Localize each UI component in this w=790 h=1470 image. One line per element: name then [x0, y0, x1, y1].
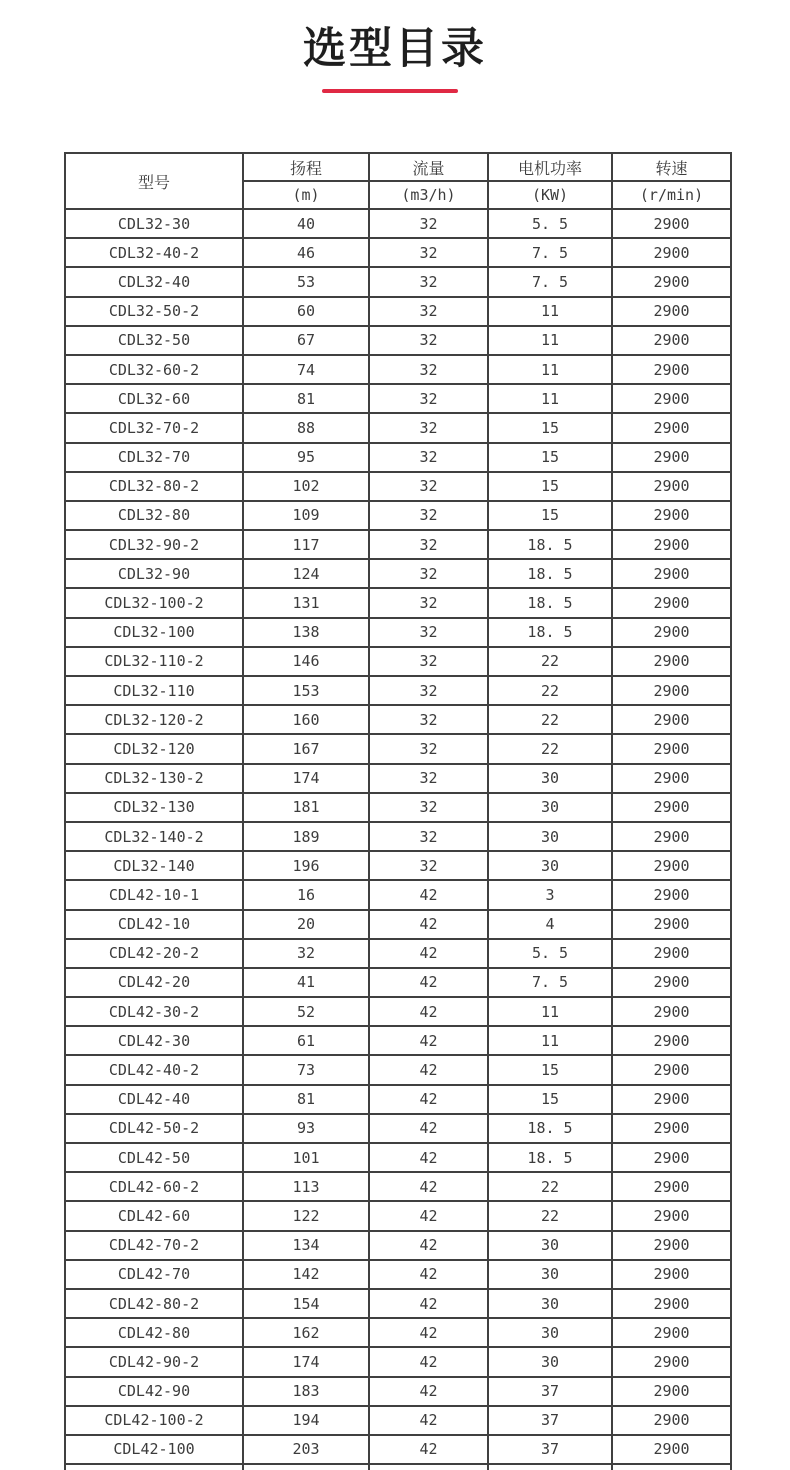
table-row — [65, 997, 731, 1026]
value-cell: 30 — [488, 1318, 612, 1347]
value-cell: 95 — [243, 443, 369, 472]
model-cell: CDL42-90 — [65, 1377, 243, 1406]
value-cell: 109 — [243, 501, 369, 530]
value-cell: 131 — [243, 588, 369, 617]
model-cell: CDL42-50 — [65, 1143, 243, 1172]
table-header — [65, 153, 731, 209]
column-unit-flow: (m3/h) — [369, 181, 488, 209]
value-cell: 67 — [243, 326, 369, 355]
model-cell: CDL42-10 — [65, 910, 243, 939]
model-cell: CDL42-20-2 — [65, 939, 243, 968]
value-cell: 42 — [369, 1231, 488, 1260]
value-cell: 22 — [488, 1172, 612, 1201]
value-cell: 18. 5 — [488, 1143, 612, 1172]
value-cell: 2900 — [612, 1406, 731, 1435]
model-cell: CDL32-110-2 — [65, 647, 243, 676]
model-cell: CDL32-70 — [65, 443, 243, 472]
column-header-model: 型号 — [65, 153, 243, 209]
table-body — [65, 209, 731, 1470]
table-row — [65, 413, 731, 442]
table-row — [65, 676, 731, 705]
value-cell: 2900 — [612, 1026, 731, 1055]
value-cell: 22 — [488, 676, 612, 705]
value-cell: 32 — [369, 851, 488, 880]
value-cell: 18. 5 — [488, 618, 612, 647]
value-cell: 2900 — [612, 1289, 731, 1318]
value-cell: 5. 5 — [488, 939, 612, 968]
table-row — [65, 968, 731, 997]
model-cell: CDL32-100-2 — [65, 588, 243, 617]
model-cell: CDL42-30-2 — [65, 997, 243, 1026]
model-cell: CDL42-100-2 — [65, 1406, 243, 1435]
value-cell: 18. 5 — [488, 1114, 612, 1143]
value-cell: 30 — [488, 851, 612, 880]
value-cell: 2900 — [612, 238, 731, 267]
value-cell: 41 — [243, 968, 369, 997]
table-row — [65, 1085, 731, 1114]
value-cell: 2900 — [612, 647, 731, 676]
value-cell: 101 — [243, 1143, 369, 1172]
value-cell: 32 — [369, 501, 488, 530]
table-row — [65, 851, 731, 880]
value-cell: 42 — [369, 968, 488, 997]
model-selection-table — [64, 152, 732, 1470]
value-cell: 15 — [488, 501, 612, 530]
value-cell: 11 — [488, 326, 612, 355]
value-cell: 32 — [369, 238, 488, 267]
value-cell: 32 — [369, 209, 488, 238]
value-cell: 2900 — [612, 1260, 731, 1289]
column-header-power: 电机功率 — [488, 153, 612, 181]
value-cell: 11 — [488, 384, 612, 413]
value-cell: 15 — [488, 472, 612, 501]
value-cell: 42 — [369, 1143, 488, 1172]
value-cell — [369, 1464, 488, 1470]
value-cell: 183 — [243, 1377, 369, 1406]
value-cell: 15 — [488, 413, 612, 442]
value-cell: 16 — [243, 880, 369, 909]
table-row — [65, 705, 731, 734]
table-row — [65, 355, 731, 384]
table-row — [65, 297, 731, 326]
table-row — [65, 472, 731, 501]
value-cell: 2900 — [612, 326, 731, 355]
value-cell: 2900 — [612, 501, 731, 530]
value-cell: 18. 5 — [488, 588, 612, 617]
value-cell: 174 — [243, 764, 369, 793]
table-row — [65, 267, 731, 296]
model-cell: CDL42-50-2 — [65, 1114, 243, 1143]
model-cell: CDL42-80 — [65, 1318, 243, 1347]
value-cell: 32 — [369, 734, 488, 763]
table-row — [65, 559, 731, 588]
value-cell: 81 — [243, 1085, 369, 1114]
table-row — [65, 1377, 731, 1406]
model-cell: CDL42-60-2 — [65, 1172, 243, 1201]
model-cell: CDL32-80-2 — [65, 472, 243, 501]
value-cell: 32 — [369, 530, 488, 559]
value-cell: 30 — [488, 822, 612, 851]
model-cell: CDL42-100 — [65, 1435, 243, 1464]
page-title: 选型目录 — [303, 25, 487, 73]
value-cell: 30 — [488, 793, 612, 822]
value-cell: 18. 5 — [488, 559, 612, 588]
value-cell: 42 — [369, 1435, 488, 1464]
header-row-labels — [65, 153, 731, 181]
value-cell: 2900 — [612, 1172, 731, 1201]
value-cell: 37 — [488, 1377, 612, 1406]
value-cell: 174 — [243, 1347, 369, 1376]
value-cell: 2900 — [612, 939, 731, 968]
table-row — [65, 764, 731, 793]
table-row — [65, 1172, 731, 1201]
table-row — [65, 530, 731, 559]
value-cell: 32 — [369, 559, 488, 588]
table-row — [65, 939, 731, 968]
table-row — [65, 238, 731, 267]
table-row — [65, 209, 731, 238]
value-cell: 138 — [243, 618, 369, 647]
table-row — [65, 1289, 731, 1318]
value-cell: 32 — [369, 618, 488, 647]
value-cell: 11 — [488, 297, 612, 326]
model-cell: CDL42-90-2 — [65, 1347, 243, 1376]
value-cell: 134 — [243, 1231, 369, 1260]
value-cell: 22 — [488, 647, 612, 676]
value-cell: 32 — [369, 647, 488, 676]
value-cell: 2900 — [612, 1143, 731, 1172]
table-row — [65, 326, 731, 355]
column-unit-head: (m) — [243, 181, 369, 209]
value-cell: 146 — [243, 647, 369, 676]
table-row — [65, 1318, 731, 1347]
table-row — [65, 1231, 731, 1260]
value-cell: 2900 — [612, 443, 731, 472]
model-cell: CDL32-80 — [65, 501, 243, 530]
value-cell: 30 — [488, 1347, 612, 1376]
table-row — [65, 822, 731, 851]
value-cell — [488, 1464, 612, 1470]
table-row — [65, 443, 731, 472]
table-row — [65, 793, 731, 822]
value-cell: 2900 — [612, 1318, 731, 1347]
value-cell: 32 — [369, 793, 488, 822]
column-header-head: 扬程 — [243, 153, 369, 181]
table-row — [65, 384, 731, 413]
model-cell: CDL42-30 — [65, 1026, 243, 1055]
value-cell: 2900 — [612, 355, 731, 384]
value-cell: 2900 — [612, 559, 731, 588]
value-cell: 2900 — [612, 1085, 731, 1114]
model-cell: CDL42-70-2 — [65, 1231, 243, 1260]
model-cell: CDL32-40 — [65, 267, 243, 296]
value-cell: 2900 — [612, 793, 731, 822]
value-cell: 42 — [369, 1172, 488, 1201]
value-cell: 42 — [369, 1085, 488, 1114]
value-cell: 15 — [488, 443, 612, 472]
value-cell: 30 — [488, 1289, 612, 1318]
value-cell: 162 — [243, 1318, 369, 1347]
value-cell: 30 — [488, 764, 612, 793]
value-cell: 196 — [243, 851, 369, 880]
value-cell: 2900 — [612, 1114, 731, 1143]
value-cell: 42 — [369, 880, 488, 909]
model-cell: CDL32-120-2 — [65, 705, 243, 734]
model-cell: CDL32-100 — [65, 618, 243, 647]
value-cell: 32 — [243, 939, 369, 968]
value-cell — [65, 1464, 243, 1470]
value-cell: 74 — [243, 355, 369, 384]
value-cell: 2900 — [612, 267, 731, 296]
model-cell: CDL42-40 — [65, 1085, 243, 1114]
value-cell: 2900 — [612, 1231, 731, 1260]
value-cell: 203 — [243, 1435, 369, 1464]
table-row — [65, 1260, 731, 1289]
value-cell: 22 — [488, 705, 612, 734]
value-cell: 181 — [243, 793, 369, 822]
model-cell: CDL32-50 — [65, 326, 243, 355]
value-cell: 124 — [243, 559, 369, 588]
value-cell: 32 — [369, 326, 488, 355]
value-cell: 167 — [243, 734, 369, 763]
value-cell: 32 — [369, 472, 488, 501]
value-cell: 32 — [369, 384, 488, 413]
value-cell: 42 — [369, 1406, 488, 1435]
value-cell: 42 — [369, 1347, 488, 1376]
model-cell: CDL32-130 — [65, 793, 243, 822]
model-cell: CDL32-140 — [65, 851, 243, 880]
value-cell: 4 — [488, 910, 612, 939]
table-row-partial — [65, 1464, 731, 1470]
table-row — [65, 1406, 731, 1435]
value-cell: 11 — [488, 1026, 612, 1055]
value-cell: 15 — [488, 1055, 612, 1084]
value-cell: 7. 5 — [488, 238, 612, 267]
value-cell: 160 — [243, 705, 369, 734]
value-cell: 2900 — [612, 676, 731, 705]
model-cell: CDL42-70 — [65, 1260, 243, 1289]
table-row — [65, 1201, 731, 1230]
value-cell: 2900 — [612, 530, 731, 559]
value-cell: 5. 5 — [488, 209, 612, 238]
model-cell: CDL32-90-2 — [65, 530, 243, 559]
value-cell: 2900 — [612, 209, 731, 238]
model-cell: CDL32-90 — [65, 559, 243, 588]
table-row — [65, 1055, 731, 1084]
value-cell: 32 — [369, 355, 488, 384]
model-cell: CDL32-40-2 — [65, 238, 243, 267]
value-cell: 46 — [243, 238, 369, 267]
value-cell: 7. 5 — [488, 968, 612, 997]
value-cell: 2900 — [612, 968, 731, 997]
value-cell: 81 — [243, 384, 369, 413]
value-cell: 2900 — [612, 705, 731, 734]
value-cell: 42 — [369, 1260, 488, 1289]
table-row — [65, 734, 731, 763]
value-cell: 42 — [369, 1201, 488, 1230]
value-cell: 11 — [488, 355, 612, 384]
value-cell: 32 — [369, 588, 488, 617]
value-cell: 42 — [369, 910, 488, 939]
value-cell: 2900 — [612, 822, 731, 851]
value-cell: 32 — [369, 676, 488, 705]
table-row — [65, 880, 731, 909]
value-cell: 2900 — [612, 997, 731, 1026]
value-cell — [612, 1464, 731, 1470]
value-cell: 113 — [243, 1172, 369, 1201]
table-row — [65, 588, 731, 617]
value-cell: 20 — [243, 910, 369, 939]
value-cell: 30 — [488, 1260, 612, 1289]
table-row — [65, 647, 731, 676]
value-cell: 194 — [243, 1406, 369, 1435]
value-cell: 2900 — [612, 1055, 731, 1084]
value-cell: 7. 5 — [488, 267, 612, 296]
value-cell: 42 — [369, 1289, 488, 1318]
value-cell: 32 — [369, 705, 488, 734]
value-cell: 42 — [369, 1318, 488, 1347]
value-cell: 37 — [488, 1406, 612, 1435]
value-cell: 2900 — [612, 297, 731, 326]
value-cell: 2900 — [612, 618, 731, 647]
value-cell: 60 — [243, 297, 369, 326]
value-cell: 93 — [243, 1114, 369, 1143]
model-cell: CDL42-40-2 — [65, 1055, 243, 1084]
model-cell: CDL42-20 — [65, 968, 243, 997]
value-cell: 3 — [488, 880, 612, 909]
value-cell: 15 — [488, 1085, 612, 1114]
model-cell: CDL32-30 — [65, 209, 243, 238]
value-cell: 2900 — [612, 1347, 731, 1376]
value-cell: 2900 — [612, 910, 731, 939]
column-unit-speed: (r/min) — [612, 181, 731, 209]
value-cell: 2900 — [612, 734, 731, 763]
value-cell: 88 — [243, 413, 369, 442]
value-cell: 37 — [488, 1435, 612, 1464]
title-underline-accent — [322, 89, 458, 93]
value-cell: 52 — [243, 997, 369, 1026]
value-cell: 2900 — [612, 851, 731, 880]
value-cell: 42 — [369, 1055, 488, 1084]
model-cell: CDL32-140-2 — [65, 822, 243, 851]
column-unit-power: (KW) — [488, 181, 612, 209]
model-cell: CDL32-110 — [65, 676, 243, 705]
value-cell: 40 — [243, 209, 369, 238]
value-cell: 42 — [369, 1114, 488, 1143]
value-cell: 42 — [369, 1377, 488, 1406]
value-cell: 2900 — [612, 472, 731, 501]
value-cell: 42 — [369, 1026, 488, 1055]
value-cell: 53 — [243, 267, 369, 296]
value-cell: 142 — [243, 1260, 369, 1289]
value-cell: 117 — [243, 530, 369, 559]
model-cell: CDL42-60 — [65, 1201, 243, 1230]
value-cell: 2900 — [612, 1377, 731, 1406]
table-row — [65, 910, 731, 939]
model-cell: CDL32-60-2 — [65, 355, 243, 384]
value-cell: 32 — [369, 297, 488, 326]
column-header-flow: 流量 — [369, 153, 488, 181]
value-cell: 22 — [488, 1201, 612, 1230]
value-cell: 2900 — [612, 880, 731, 909]
table-row — [65, 501, 731, 530]
model-cell: CDL32-130-2 — [65, 764, 243, 793]
table-row — [65, 1143, 731, 1172]
value-cell: 42 — [369, 997, 488, 1026]
value-cell: 32 — [369, 822, 488, 851]
value-cell: 153 — [243, 676, 369, 705]
value-cell: 61 — [243, 1026, 369, 1055]
table-row — [65, 1026, 731, 1055]
value-cell: 73 — [243, 1055, 369, 1084]
value-cell: 2900 — [612, 764, 731, 793]
model-cell: CDL32-50-2 — [65, 297, 243, 326]
table-row — [65, 618, 731, 647]
value-cell: 2900 — [612, 1435, 731, 1464]
value-cell: 2900 — [612, 1201, 731, 1230]
model-cell: CDL32-120 — [65, 734, 243, 763]
value-cell: 189 — [243, 822, 369, 851]
model-cell: CDL42-80-2 — [65, 1289, 243, 1318]
value-cell: 2900 — [612, 588, 731, 617]
value-cell: 122 — [243, 1201, 369, 1230]
value-cell: 102 — [243, 472, 369, 501]
value-cell: 2900 — [612, 413, 731, 442]
value-cell: 32 — [369, 267, 488, 296]
model-cell: CDL42-10-1 — [65, 880, 243, 909]
model-cell: CDL32-70-2 — [65, 413, 243, 442]
value-cell: 18. 5 — [488, 530, 612, 559]
table-row — [65, 1435, 731, 1464]
table-row — [65, 1114, 731, 1143]
value-cell: 32 — [369, 443, 488, 472]
table-row — [65, 1347, 731, 1376]
value-cell: 22 — [488, 734, 612, 763]
value-cell — [243, 1464, 369, 1470]
value-cell: 30 — [488, 1231, 612, 1260]
column-header-speed: 转速 — [612, 153, 731, 181]
value-cell: 42 — [369, 939, 488, 968]
value-cell: 2900 — [612, 384, 731, 413]
value-cell: 32 — [369, 413, 488, 442]
value-cell: 154 — [243, 1289, 369, 1318]
value-cell: 11 — [488, 997, 612, 1026]
value-cell: 32 — [369, 764, 488, 793]
model-cell: CDL32-60 — [65, 384, 243, 413]
